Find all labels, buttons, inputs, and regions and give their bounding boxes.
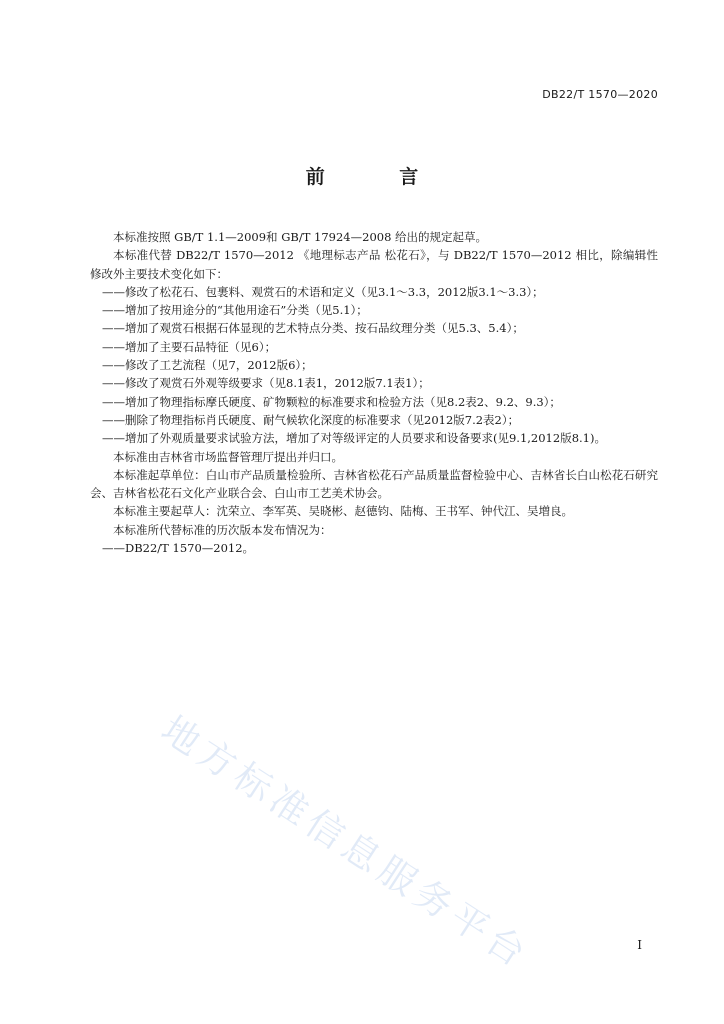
change-item: ——增加了观赏石根据石体显现的艺术特点分类、按石品纹理分类（见5.3、5.4）； (102, 321, 524, 336)
paragraph-replacement: 本标准代替 DB22/T 1570—2012 《地理标志产品 松花石》，与 DB22/T 1570—2012 相比，除编辑性修改外主要技术变化如下： (90, 248, 658, 281)
paragraph-drafting-rules: 本标准按照 GB/T 1.1—2009和 GB/T 17924—2008 给出的规定起草。 (113, 230, 488, 244)
change-item: ——增加了按用途分的“其他用途石”分类（见5.1）； (102, 303, 368, 318)
change-item: ——增加了主要石品特征（见6）； (102, 339, 277, 354)
page-number: I (637, 938, 642, 952)
previous-version-item: ——DB22/T 1570—2012。 (102, 541, 255, 556)
watermark: 地方标准信息服务平台 (153, 707, 538, 978)
paragraph-drafters: 本标准主要起草人：沈荣立、李军英、吴晓彬、赵德钧、陆梅、王书军、钟代江、吴増良。 (113, 504, 573, 519)
change-item: ——删除了物理指标肖氏硬度、耐气候软化深度的标准要求（见2012版7.2表2）； (102, 412, 520, 427)
change-item: ——修改了松花石、包裹料、观赏石的术语和定义（见3.1～3.3，2012版3.1～3.3）； (102, 284, 544, 299)
paragraph-proposer: 本标准由吉林省市场监督管理厅提出并归口。 (113, 449, 343, 464)
change-item: ——修改了工艺流程（见7，2012版6）； (102, 358, 313, 373)
change-item: ——增加了外观质量要求试验方法，增加了对等级评定的人员要求和设备要求(见9.1,2012版8.1)。 (102, 431, 606, 446)
document-body (90, 228, 658, 557)
change-item: ——修改了观赏石外观等级要求（见8.1表1，2012版7.1表1）； (102, 376, 430, 391)
change-item: ——增加了物理指标摩氏硬度、矿物颗粒的标准要求和检验方法（见8.2表2、9.2、9.3）； (102, 394, 561, 409)
page-title: 前 言 (305, 166, 453, 188)
standard-code: DB22/T 1570—2020 (542, 88, 658, 101)
paragraph-version-history: 本标准所代替标准的历次版本发布情况为： (113, 522, 332, 537)
paragraph-drafting-units: 本标准起草单位：白山市产品质量检验所、吉林省松花石产品质量监督检验中心、吉林省长白山松花石研究会、吉林省松花石文化产业联合会、白山市工艺美术协会。 (90, 467, 658, 501)
